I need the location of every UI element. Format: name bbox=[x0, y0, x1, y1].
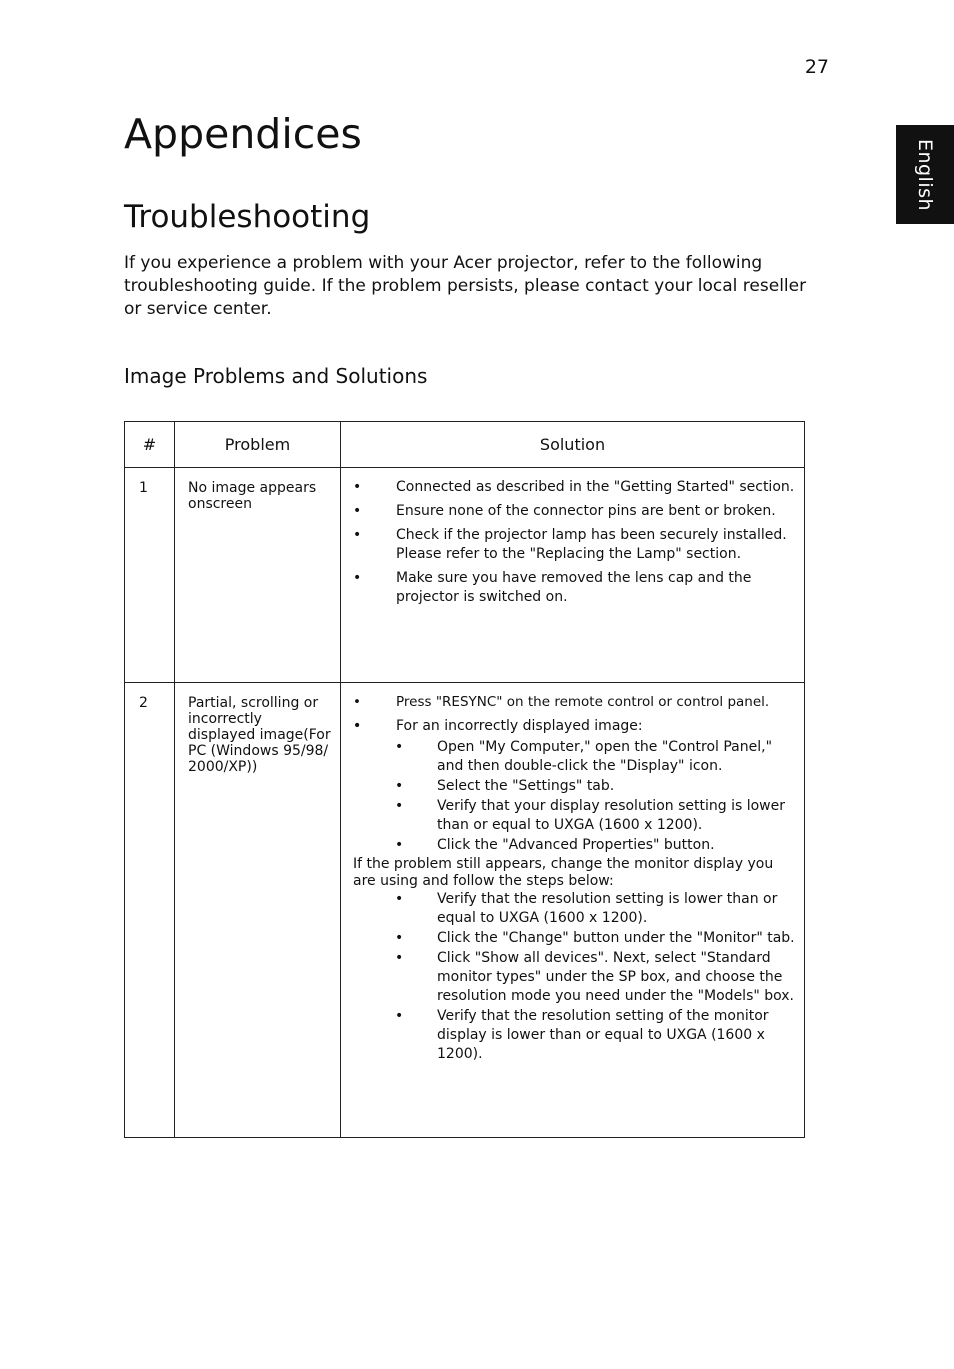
row-solution bbox=[341, 468, 805, 683]
list-item: • Check if the projector lamp has been securely installed. Please refer to the "Replacing the Lamp" section. bbox=[353, 526, 796, 564]
list-item: • Open "My Computer," open the "Control Panel," and then double-click the "Display" icon. bbox=[353, 738, 796, 776]
list-item: • Verify that your display resolution setting is lower than or equal to UXGA (1600 x 1200). bbox=[353, 797, 796, 835]
troubleshooting-table bbox=[124, 421, 805, 1138]
list-item bbox=[353, 717, 796, 855]
list-item: • Press "RESYNC" on the remote control or control panel. bbox=[353, 693, 796, 712]
follow-up-note: If the problem still appears, change the monitor display you are using and follow the steps below: bbox=[353, 856, 774, 889]
list-item: • Click the "Change" button under the "Monitor" tab. bbox=[353, 929, 796, 948]
list-item: • Click the "Advanced Properties" button. bbox=[353, 836, 796, 855]
list-item: • Click "Show all devices". Next, select "Standard monitor types" under the SP box, and choose the resolution mode you need under the "Models" box. bbox=[353, 949, 796, 1006]
row-number: 2 bbox=[125, 683, 175, 1138]
language-tab-label: English bbox=[914, 138, 937, 211]
follow-up-step-list bbox=[353, 890, 796, 1064]
sub-step-list bbox=[353, 738, 796, 855]
table-row bbox=[125, 683, 805, 1138]
header-number: # bbox=[125, 422, 175, 468]
page-title: Appendices bbox=[124, 110, 362, 158]
header-problem: Problem bbox=[175, 422, 341, 468]
list-item: • Ensure none of the connector pins are bent or broken. bbox=[353, 502, 796, 521]
list-item: • Select the "Settings" tab. bbox=[353, 777, 796, 796]
table-row bbox=[125, 468, 805, 683]
subsection-title: Image Problems and Solutions bbox=[124, 364, 428, 388]
list-item: • Connected as described in the "Getting Started" section. bbox=[353, 478, 796, 497]
table-header-row bbox=[125, 422, 805, 468]
solution-list bbox=[353, 478, 796, 607]
row-problem: Partial, scrolling or incorrectly displayed image(For PC (Windows 95/98/ 2000/XP)) bbox=[175, 683, 341, 1138]
intro-paragraph: If you experience a problem with your Acer projector, refer to the following troubleshooting guide. If the problem persists, please contact your local reseller or service center. bbox=[124, 253, 807, 319]
list-item: • Verify that the resolution setting of the monitor display is lower than or equal to UXGA (1600 x 1200). bbox=[353, 1007, 796, 1064]
list-item: • Verify that the resolution setting is lower than or equal to UXGA (1600 x 1200). bbox=[353, 890, 796, 928]
solution-list bbox=[353, 693, 796, 855]
row-number: 1 bbox=[125, 468, 175, 683]
page-number: 27 bbox=[804, 56, 829, 78]
header-solution: Solution bbox=[341, 422, 805, 468]
list-item-label: For an incorrectly displayed image: bbox=[396, 718, 643, 734]
row-solution bbox=[341, 683, 805, 1138]
section-title: Troubleshooting bbox=[124, 199, 371, 235]
language-tab bbox=[896, 125, 954, 224]
list-item: • Make sure you have removed the lens cap and the projector is switched on. bbox=[353, 569, 796, 607]
row-problem: No image appears onscreen bbox=[175, 468, 341, 683]
bullet-icon: • • bbox=[353, 718, 362, 734]
